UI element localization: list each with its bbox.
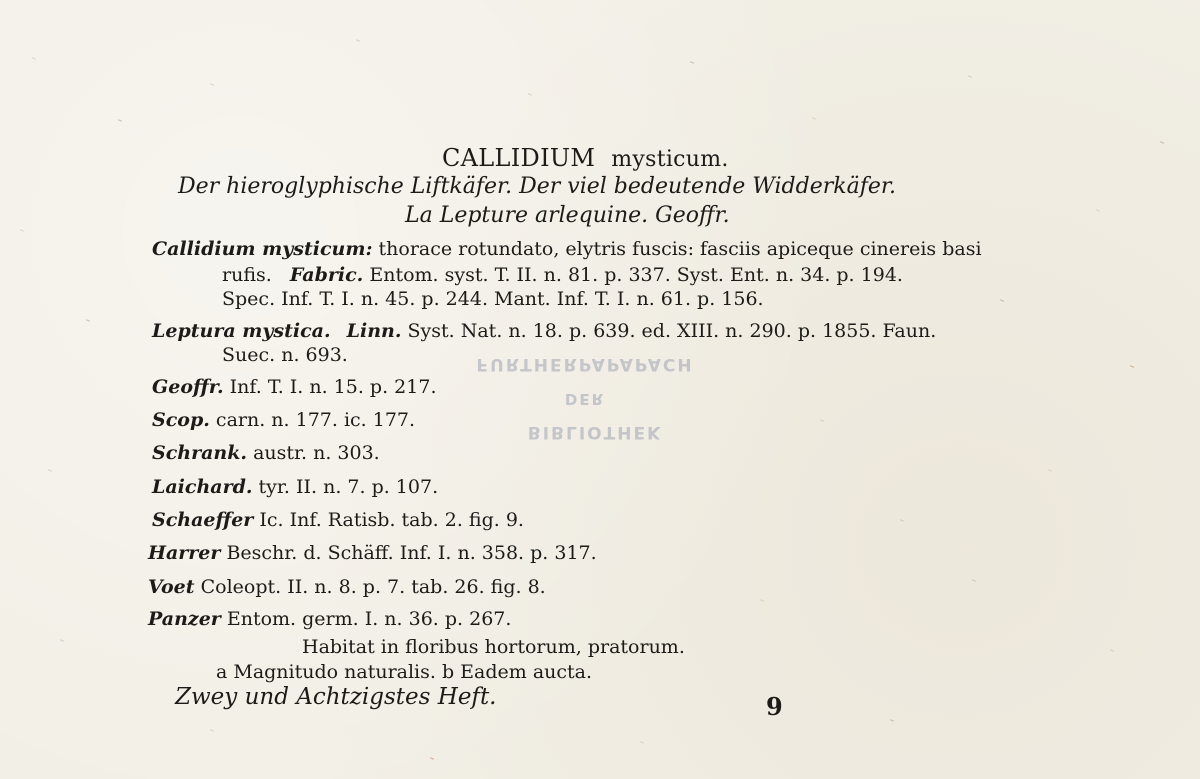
paper-fleck bbox=[1160, 141, 1164, 144]
paper-fleck bbox=[1096, 209, 1100, 212]
paper-fleck bbox=[690, 61, 694, 64]
entry-text: Coleopt. II. n. 8. p. 7. tab. 26. fig. 8. bbox=[200, 576, 546, 598]
stamp-line: BIBLIOTHEK bbox=[527, 422, 663, 442]
stamp-line: DER bbox=[564, 390, 606, 408]
entry-text: Inf. T. I. n. 15. p. 217. bbox=[229, 376, 437, 398]
paper-fleck bbox=[60, 639, 64, 642]
paper-fleck bbox=[760, 599, 764, 602]
entry-text: thorace rotundato, elytris fuscis: fasciis apiceque cinereis basi bbox=[378, 238, 982, 260]
entry-text: Entom. syst. T. II. n. 81. p. 337. Syst. Ent. n. 34. p. 194. bbox=[369, 264, 903, 286]
entry-sublabel: Linn. bbox=[346, 320, 402, 342]
entry-text: austr. n. 303. bbox=[253, 442, 380, 464]
entry-text: rufis. bbox=[222, 264, 272, 286]
entry-label: Schaeffer bbox=[152, 509, 254, 531]
paper-fleck bbox=[430, 757, 434, 760]
entry-text: carn. n. 177. ic. 177. bbox=[215, 409, 416, 431]
entry-sublabel: Fabric. bbox=[289, 264, 364, 286]
title-species: mysticum. bbox=[611, 147, 729, 172]
paper-fleck bbox=[1048, 469, 1052, 472]
habitat-line: Habitat in floribus hortorum, pratorum. bbox=[302, 636, 685, 658]
entry-schrank bbox=[152, 444, 380, 463]
paper-fleck bbox=[890, 719, 894, 722]
paper-fleck bbox=[86, 319, 90, 322]
entry-harrer bbox=[148, 544, 597, 563]
paper-fleck bbox=[32, 57, 36, 60]
entry-callidium-line2 bbox=[222, 266, 903, 285]
entry-label: Scop. bbox=[152, 409, 210, 431]
page-title bbox=[442, 146, 729, 171]
paper-fleck bbox=[528, 93, 532, 96]
entry-label: Leptura mystica. bbox=[152, 320, 331, 342]
paper-fleck bbox=[210, 83, 214, 86]
entry-label: Schrank. bbox=[152, 442, 248, 464]
entry-text: Ic. Inf. Ratisb. tab. 2. fig. 9. bbox=[259, 509, 524, 531]
magnitudo-line: a Magnitudo naturalis. b Eadem aucta. bbox=[216, 661, 593, 683]
entry-voet bbox=[148, 578, 546, 597]
entry-callidium-line1 bbox=[152, 240, 982, 259]
common-name-german: Der hieroglyphische Liftkäfer. Der viel bedeutende Widderkäfer. bbox=[178, 174, 896, 199]
entry-leptura-line1 bbox=[152, 322, 936, 341]
paper-fleck bbox=[20, 229, 24, 232]
entry-text: tyr. II. n. 7. p. 107. bbox=[258, 476, 439, 498]
stamp-line: FURTHERPAPAPACH bbox=[476, 354, 694, 374]
paper-fleck bbox=[1110, 649, 1114, 652]
entry-label: Harrer bbox=[148, 542, 221, 564]
paper-fleck bbox=[1130, 365, 1134, 368]
entry-leptura-line2: Suec. n. 693. bbox=[222, 344, 348, 366]
entry-text: Syst. Nat. n. 18. p. 639. ed. XIII. n. 290. p. 1855. Faun. bbox=[407, 320, 937, 342]
paper-fleck bbox=[812, 117, 816, 120]
library-stamp bbox=[425, 352, 755, 444]
paper-fleck bbox=[1000, 299, 1004, 302]
entry-label: Geoffr. bbox=[152, 376, 224, 398]
entry-panzer bbox=[148, 610, 511, 629]
paper-fleck bbox=[210, 729, 214, 732]
entry-scop bbox=[152, 411, 415, 430]
paper-fleck bbox=[118, 119, 122, 122]
paper-fleck bbox=[356, 39, 360, 42]
paper-fleck bbox=[640, 741, 644, 744]
entry-schaeffer bbox=[152, 511, 524, 530]
paper-fleck bbox=[972, 579, 976, 582]
entry-geoffr bbox=[152, 378, 436, 397]
entry-text: Beschr. d. Schäff. Inf. I. n. 358. p. 317. bbox=[226, 542, 597, 564]
paper-fleck bbox=[968, 75, 972, 78]
entry-label: Callidium mysticum: bbox=[152, 238, 373, 260]
entry-label: Voet bbox=[148, 576, 195, 598]
paper-fleck bbox=[820, 419, 824, 422]
title-genus: CALLIDIUM bbox=[442, 144, 596, 172]
page-number: 9 bbox=[766, 692, 783, 721]
entry-callidium-line3: Spec. Inf. T. I. n. 45. p. 244. Mant. Inf. T. I. n. 61. p. 156. bbox=[222, 288, 764, 310]
heft-footer: Zwey und Achtzigstes Heft. bbox=[175, 684, 497, 710]
entry-label: Laichard. bbox=[152, 476, 253, 498]
paper-fleck bbox=[48, 469, 52, 472]
common-name-french: La Lepture arlequine. Geoffr. bbox=[405, 203, 730, 228]
entry-laichard bbox=[152, 478, 438, 497]
entry-text: Entom. germ. I. n. 36. p. 267. bbox=[226, 608, 512, 630]
entry-label: Panzer bbox=[148, 608, 221, 630]
paper-fleck bbox=[900, 519, 904, 522]
